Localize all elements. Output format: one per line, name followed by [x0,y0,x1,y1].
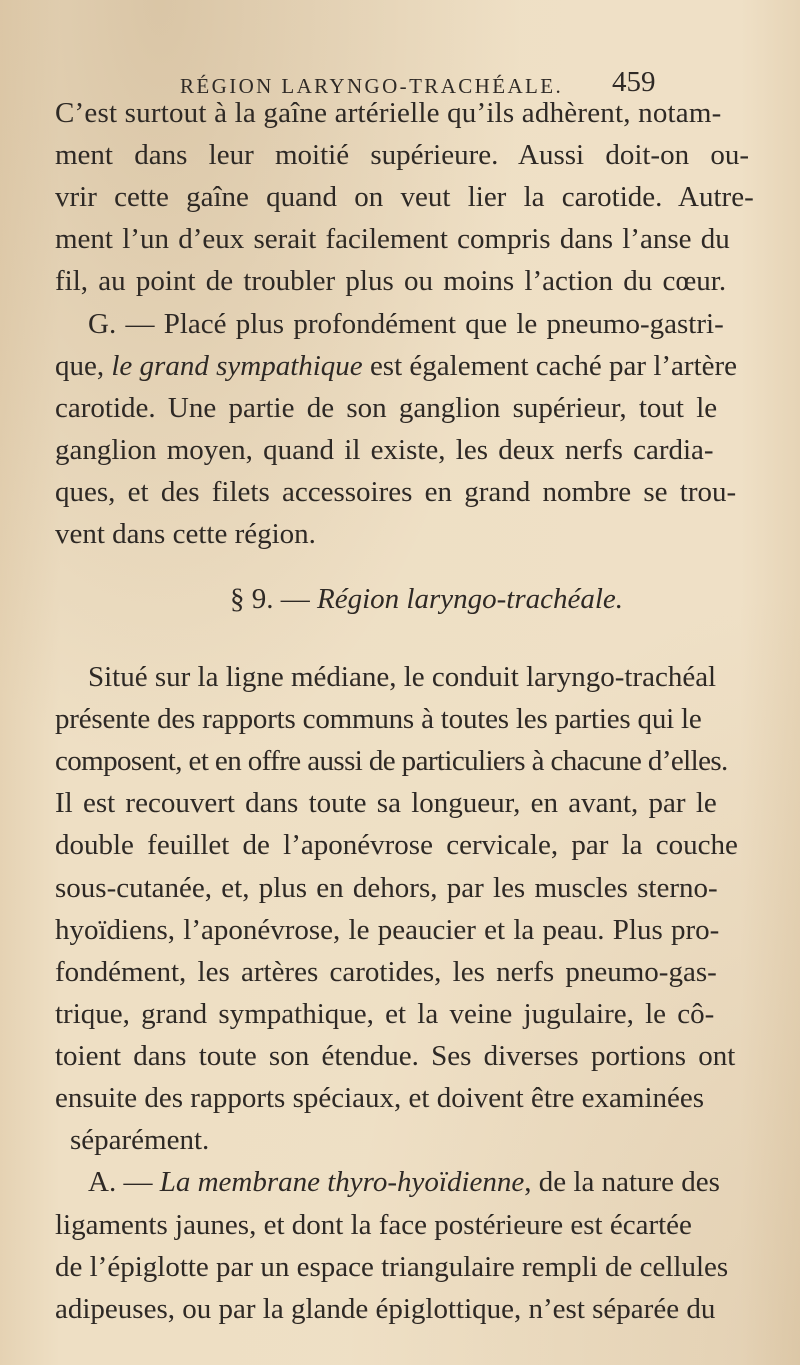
text-line: vrir cette gaîne quand on veut lier la carotide. Autre- [55,181,754,213]
section-number: § 9. — [230,583,317,615]
text-line: adipeuses, ou par la glande épiglottique, n’est séparée du [55,1293,716,1325]
page-number: 459 [612,66,656,98]
italic-term: La membrane thyro-hyoïdienne [159,1166,525,1198]
text-line: toient dans toute son étendue. Ses diverses portions ont [55,1040,736,1072]
section-heading [230,583,623,616]
text-line: carotide. Une partie de son ganglion supérieur, tout le [55,392,718,424]
text-line: Il est recouvert dans toute sa longueur, en avant, par le [55,787,717,819]
text-line: C’est surtout à la gaîne artérielle qu’ils adhèrent, notam- [55,97,722,129]
text-line [88,1165,720,1199]
text-line: composent, et en offre aussi de particuliers à chacune d’elles. [55,745,728,777]
text-line: fil, au point de troubler plus ou moins l’action du cœur. [55,265,727,297]
section-title: Région laryngo-trachéale. [317,583,624,615]
text-line: G. — Placé plus profondément que le pneumo-gastri- [88,308,724,340]
text-line: double feuillet de l’aponévrose cervicale, par la couche [55,829,738,861]
text-run: , de la nature des [524,1166,720,1198]
text-run: est également caché par l’artère [362,350,738,382]
text-line: Situé sur la ligne médiane, le conduit laryngo-trachéal [88,661,717,693]
text-line: fondément, les artères carotides, les nerfs pneumo-gas- [55,956,717,988]
text-line: ensuite des rapports spéciaux, et doivent être examinées [55,1082,705,1114]
text-run: A. — [88,1166,160,1198]
running-head: RÉGION LARYNGO-TRACHÉALE. [180,74,564,98]
text-line: séparément. [70,1124,210,1156]
text-line: ment l’un d’eux serait facilement compris dans l’anse du [55,223,730,255]
text-line: de l’épiglotte par un espace triangulaire rempli de cellules [55,1251,729,1283]
text-line: ques, et des filets accessoires en grand nombre se trou- [55,476,737,508]
text-line: ment dans leur moitié supérieure. Aussi doit-on ou- [55,139,750,171]
italic-term: le grand sympathique [111,350,363,382]
text-line: présente des rapports communs à toutes les parties qui le [55,703,702,735]
text-line: sous-cutanée, et, plus en dehors, par les muscles sterno- [55,872,718,904]
text-line: ganglion moyen, quand il existe, les deux nerfs cardia- [55,434,714,466]
text-line: trique, grand sympathique, et la veine jugulaire, le cô- [55,998,715,1030]
text-line [55,349,737,383]
text-line: ligaments jaunes, et dont la face postérieure est écartée [55,1209,692,1241]
text-line: hyoïdiens, l’aponévrose, le peaucier et la peau. Plus pro- [55,914,720,946]
text-run: que, [55,350,112,382]
text-line: vent dans cette région. [55,518,316,550]
